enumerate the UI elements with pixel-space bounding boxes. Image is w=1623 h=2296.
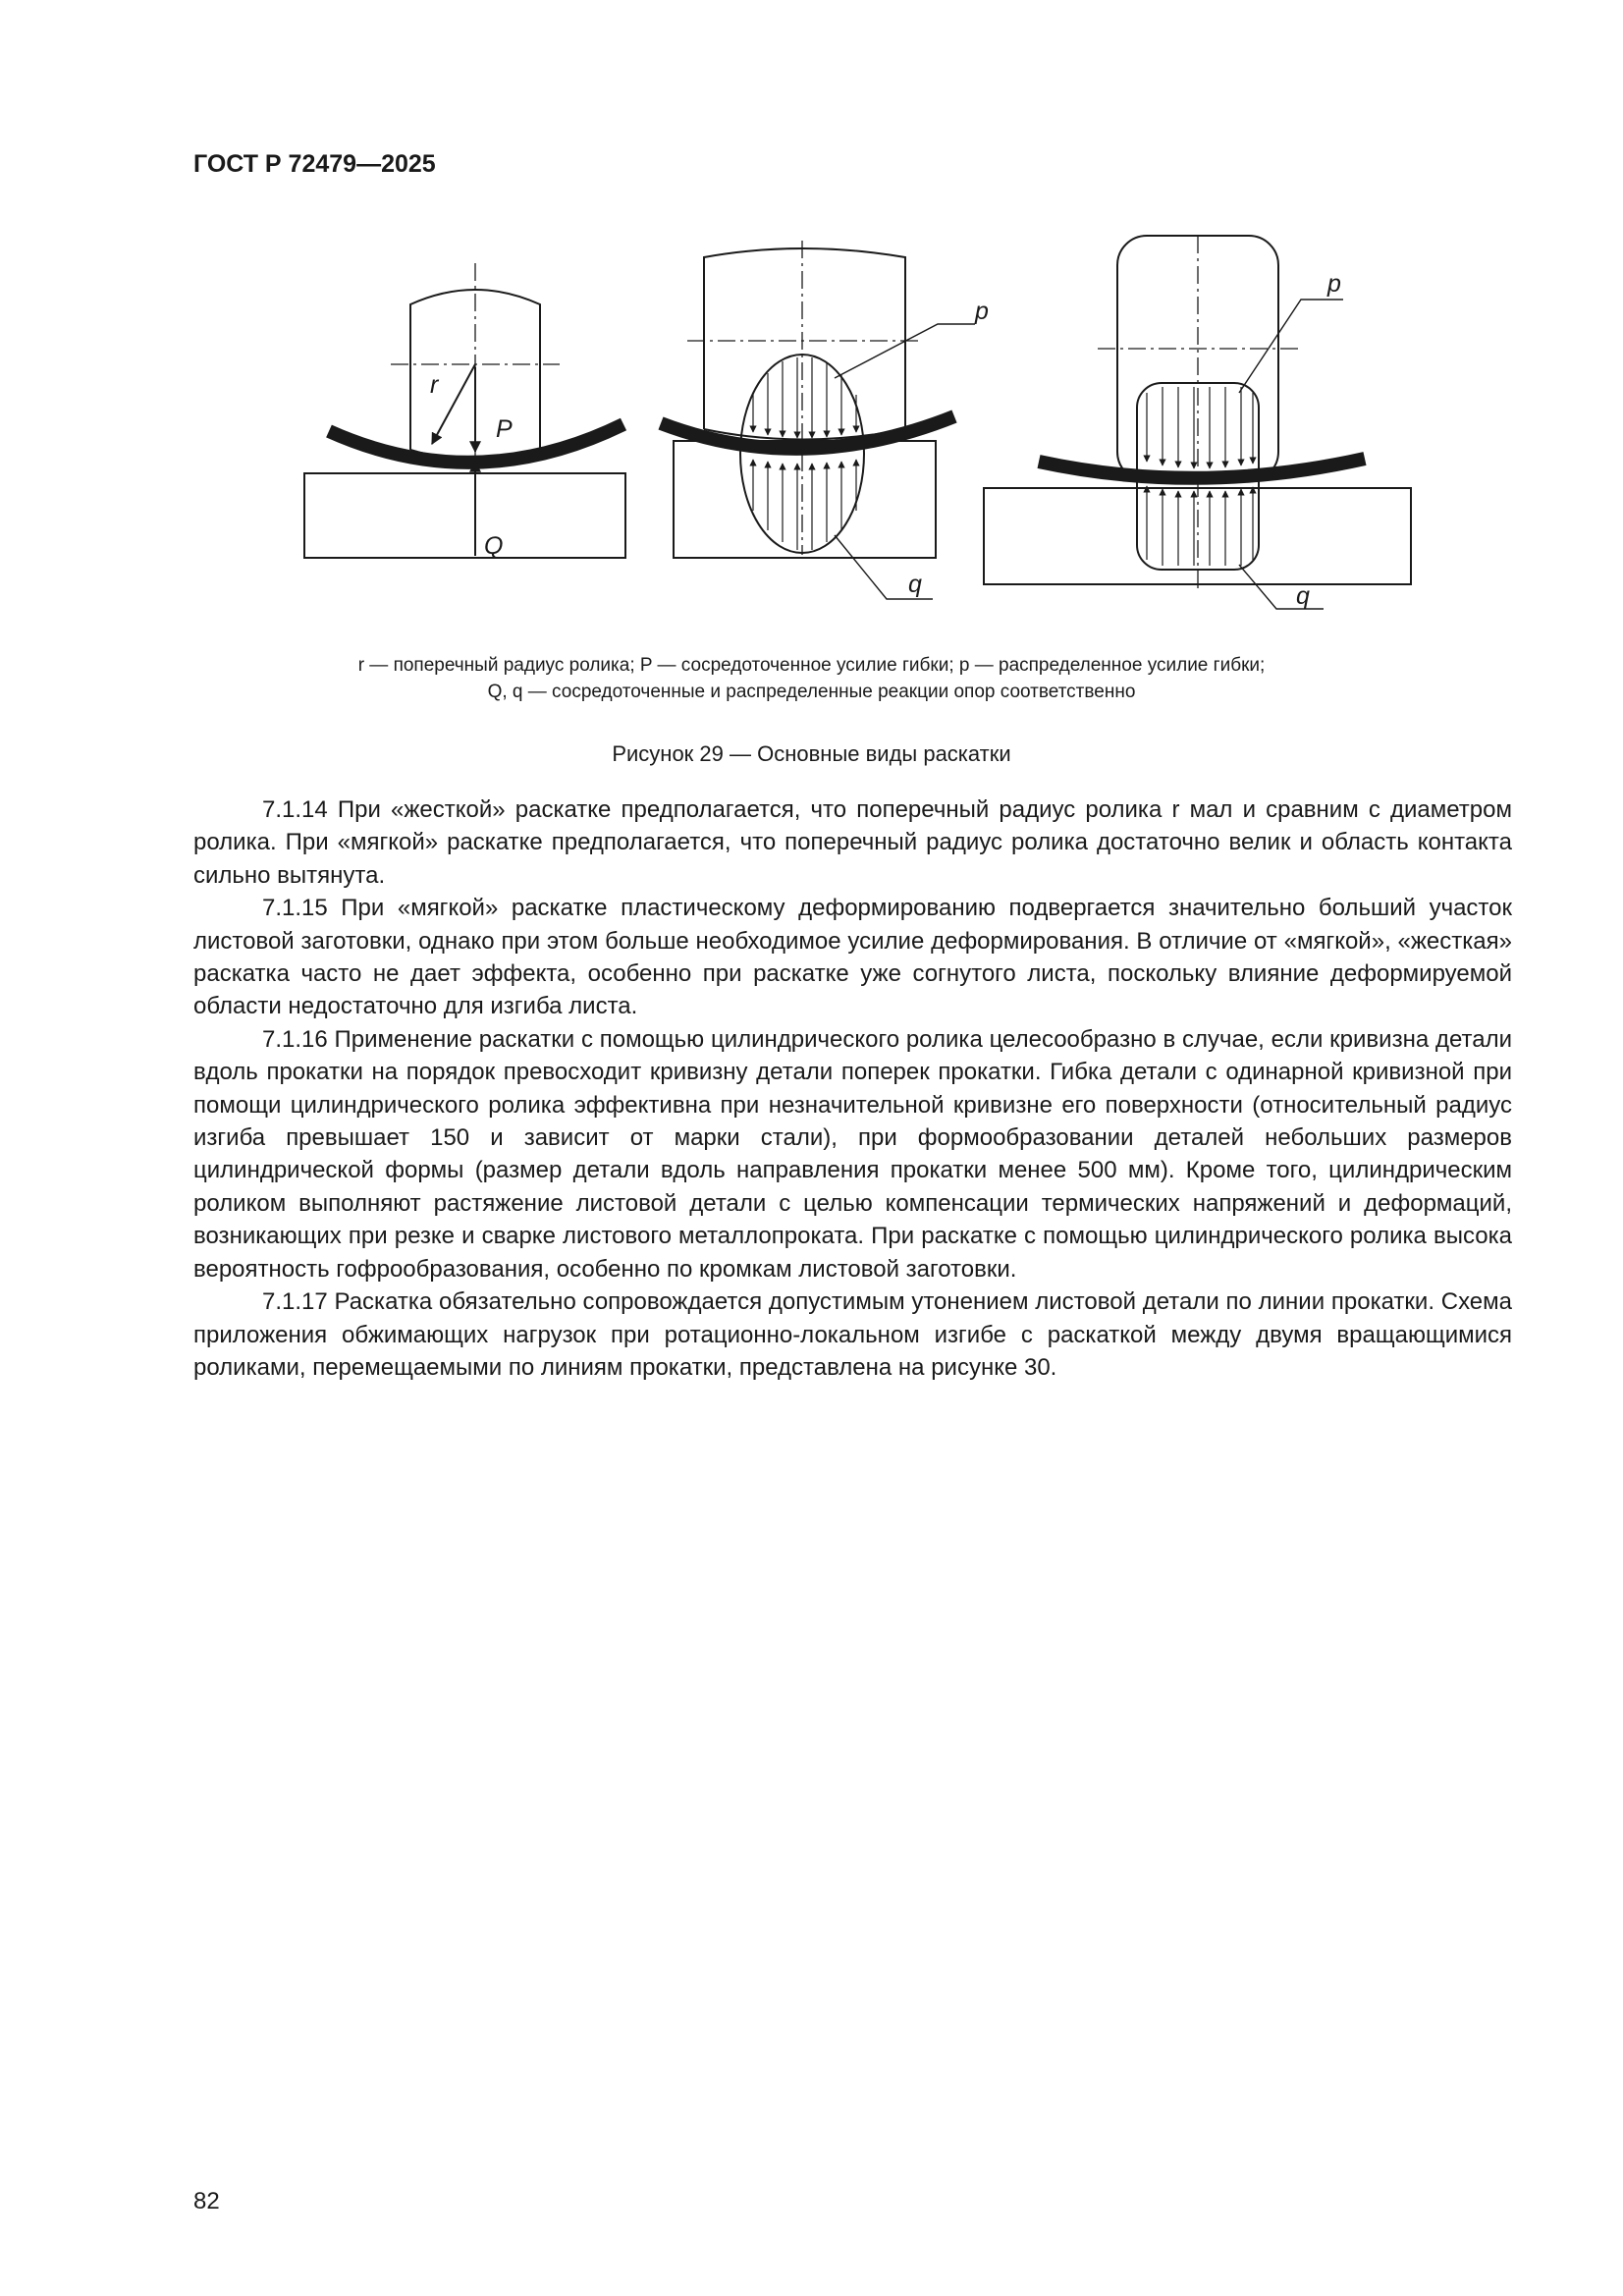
paragraph-7-1-14: 7.1.14 При «жесткой» раскатке предполагается, что поперечный радиус ролика r мал и сравним с диаметром ролика. При «мягкой» раскатке предполагается, что поперечный радиус ролика достаточно велик и область контакта сильно вытянута. [193,796,1512,889]
label-q-cyl: q [1296,582,1310,610]
figure-legend-line-1: r — поперечный радиус ролика; P — сосредоточенное усилие гибки; p — распределенное усилие гибки; [357,655,1266,676]
label-p-soft: p [975,298,989,325]
document-header: ГОСТ Р 72479—2025 [193,150,436,178]
label-p-cyl: p [1327,270,1341,298]
panel-soft-rolling [661,241,975,599]
panel-hard-rolling [304,263,625,558]
paragraph-7-1-17: 7.1.17 Раскатка обязательно сопровождается допустимым утонением листовой детали по линии прокатки. Схема приложения обжимающих нагрузок при ротационно-локальном изгибе с раскаткой между двумя вращающимися роликами, перемещаемыми по линиям прокатки, представлена на рисунке 30. [193,1288,1512,1381]
paragraph-7-1-15: 7.1.15 При «мягкой» раскатке пластическому деформированию подвергается значительно больший участок листовой заготовки, однако при этом больше необходимое усилие деформирования. В отличие от «мягкой», «жесткая» раскатка часто не дает эффекта, особенно при раскатке уже согнутого листа, поскольку влияние деформируемой области недостаточно для изгиба листа. [193,895,1512,1020]
figure-legend-line-2: Q, q — сосредоточенные и распределенные реакции опор соответственно [487,682,1136,702]
panel-cylindrical-roller [984,236,1411,609]
body-text [193,793,1512,1384]
paragraph-7-1-16: 7.1.16 Применение раскатки с помощью цилиндрического ролика целесообразно в случае, если кривизна детали вдоль прокатки на порядок превосходит кривизну детали поперек прокатки. Гибка детали с одинарной кривизной при помощи цилиндрического ролика эффективна при незначительной кривизне его поверхности (относительный радиус изгиба превышает 150 и зависит от марки стали), при формообразовании деталей небольших размеров цилиндрической формы (размер детали вдоль направления прокатки менее 500 мм). Кроме того, цилиндрическим роликом выполняют растяжение листовой детали с целью компенсации термических напряжений и деформаций, возникающих при резке и сварке листового металлопроката. При раскатке с помощью цилиндрического ролика высока вероятность гофрообразования, особенно по кромкам листовой заготовки. [193,1025,1512,1283]
figure-caption: Рисунок 29 — Основные виды раскатки [612,741,1011,766]
label-Q: Q [484,532,504,560]
label-q-soft: q [908,571,922,598]
rolling-types-figure [295,231,1424,614]
label-r: r [430,371,439,399]
page-number: 82 [193,2188,220,2214]
label-P: P [496,415,513,443]
